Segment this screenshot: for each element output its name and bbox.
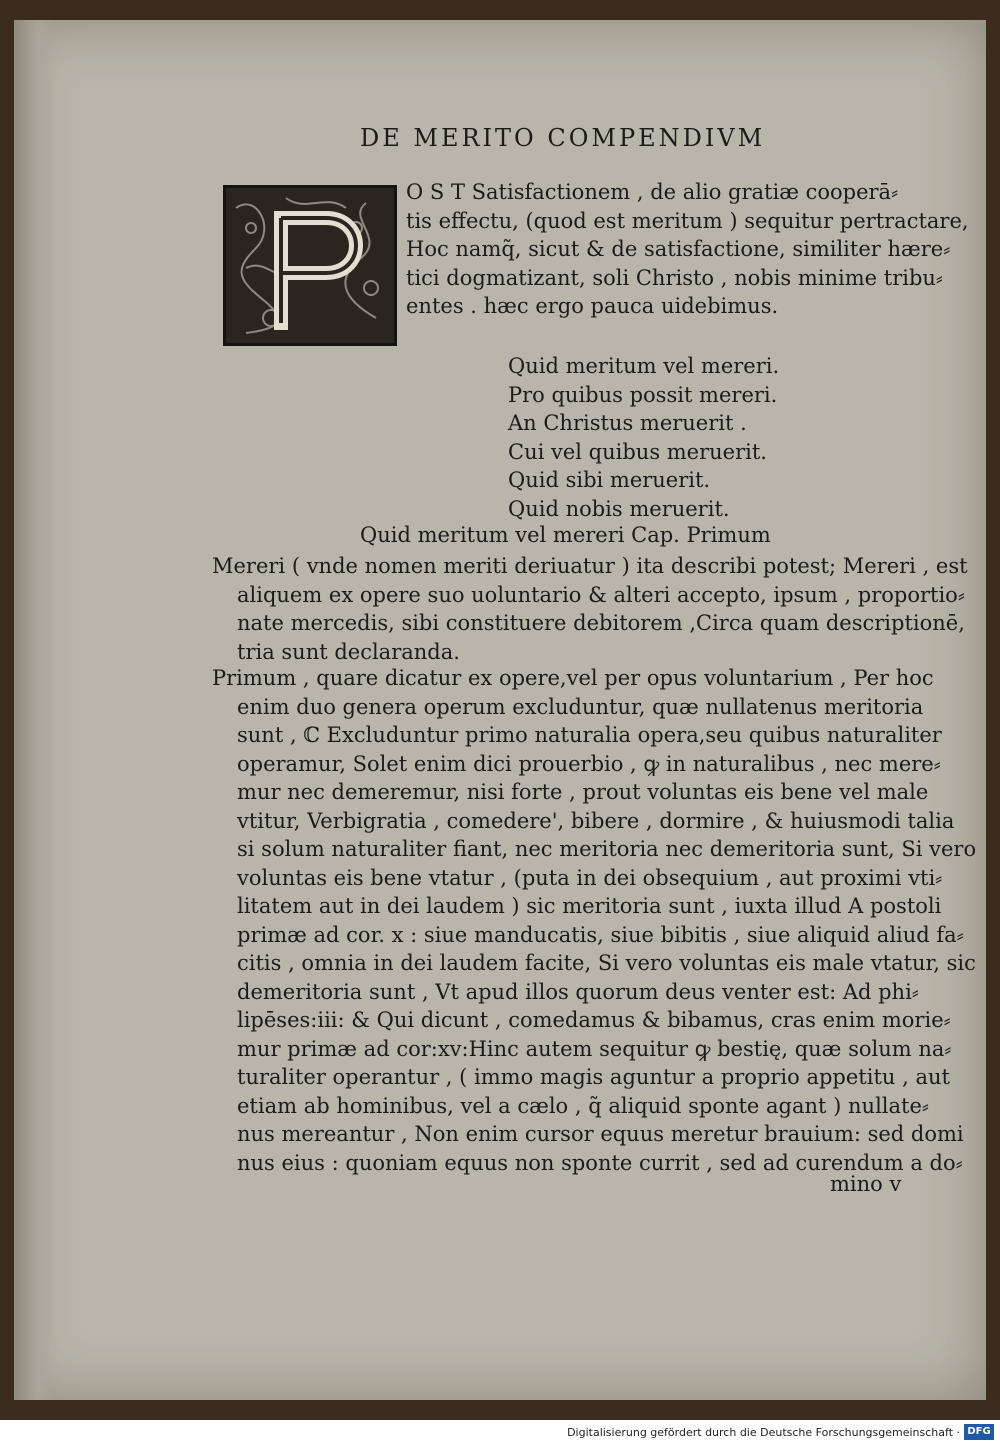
outline-item: Cui vel quibus meruerit. (508, 439, 767, 464)
paragraph-definition (212, 552, 968, 666)
paragraph-line: Mereri ( vnde nomen meriti deriuatur ) ita describi potest; Mereri , est (212, 554, 968, 578)
paragraph-line: demeritoria sunt , Vt apud illos quorum deus venter est: Ad phi⸗ (237, 979, 919, 1004)
paragraph-line: mur nec demeremur, nisi forte , prout voluntas eis bene vel male (237, 780, 929, 804)
paragraph-line: Primum , quare dicatur ex opere,vel per opus voluntarium , Per hoc (212, 666, 934, 690)
paragraph-line: vtitur, Verbigratia , comedere', bibere , dormire , & huiusmodi talia (237, 808, 955, 833)
ornament-initial-icon (226, 188, 394, 343)
paragraph-line: si solum naturaliter fiant, nec meritoria nec demeritoria sunt, Si vero (237, 837, 977, 861)
paragraph-line: nus eius : quoniam equus non sponte currit , sed ad curendum a do⸗ (237, 1150, 963, 1175)
intro-line: tis effectu, (quod est meritum ) sequitur pertractare, (406, 208, 969, 233)
paragraph-line: primæ ad cor. x : siue manducatis, siue bibitis , siue aliquid aliud fa⸗ (237, 922, 964, 947)
outline-item: Quid nobis meruerit. (508, 496, 730, 521)
footer-bar (0, 1420, 1000, 1446)
intro-line: entes . hæc ergo pauca uidebimus. (406, 294, 779, 318)
chapter-caption: Quid meritum vel mereri Cap. Primum (360, 523, 771, 547)
intro-line: tici dogmatizant, soli Christo , nobis minime tribu⸗ (406, 265, 943, 290)
paragraph-line: nate mercedis, sibi constituere debitorem ,Circa quam descriptionē, (237, 611, 965, 635)
paragraph-line: lipēses:iii: & Qui dicunt , comedamus & bibamus, cras enim morie⸗ (237, 1008, 951, 1032)
paragraph-line: enim duo genera operum excluduntur, quæ nullatenus meritoria (237, 694, 924, 719)
dfg-logo: DFG (964, 1424, 994, 1440)
paragraph-line: litatem aut in dei laudem ) sic meritoria sunt , iuxta illud A postoli (237, 894, 942, 918)
intro-line: O S T Satisfactionem , de alio gratiæ cooperā⸗ (406, 180, 899, 204)
outline-item: Quid meritum vel mereri. (508, 354, 780, 378)
paragraph-line: etiam ab hominibus, vel a cælo , q̃ aliquid sponte agant ) nullate⸗ (237, 1093, 929, 1118)
paragraph-line: mur primæ ad cor:xv:Hinc autem sequitur ꝙ bestię, quæ solum na⸗ (237, 1036, 952, 1061)
funding-credit: Digitalisierung gefördert durch die Deutsche Forschungsgemeinschaft · (567, 1426, 960, 1439)
paragraph-line: turaliter operantur , ( immo magis aguntur a proprio appetitu , aut (237, 1065, 950, 1089)
catchword: mino v (830, 1172, 902, 1196)
outline-item: An Christus meruerit . (508, 411, 747, 435)
paragraph-line: operamur, Solet enim dici prouerbio , ꝙ in naturalibus , nec mere⸗ (237, 751, 941, 776)
paragraph-primum (212, 664, 976, 1177)
paragraph-line: sunt , ℂ Excluduntur primo naturalia opera,seu quibus naturaliter (237, 723, 942, 747)
intro-line: Hoc namq̃, sicut & de satisfactione, similiter hære⸗ (406, 237, 951, 261)
page-gutter-shadow (14, 20, 54, 1400)
outline-item: Quid sibi meruerit. (508, 468, 711, 492)
paragraph-line: nus mereantur , Non enim cursor equus meretur brauium: sed domi (237, 1122, 964, 1146)
page-heading: DE MERITO COMPENDIVM (360, 124, 766, 152)
outline-item: Pro quibus possit mereri. (508, 382, 778, 407)
paragraph-line: voluntas eis bene vtatur , (puta in dei obsequium , aut proximi vti⸗ (237, 865, 943, 890)
intro-paragraph (406, 178, 969, 321)
paragraph-line: tria sunt declaranda. (237, 639, 460, 664)
decorated-initial-p (223, 185, 397, 346)
paragraph-line: aliquem ex opere suo uoluntario & alteri accepto, ipsum , proportio⸗ (237, 582, 965, 607)
paragraph-line: citis , omnia in dei laudem facite, Si vero voluntas eis male vtatur, sic (237, 951, 976, 975)
chapter-outline (508, 352, 779, 523)
